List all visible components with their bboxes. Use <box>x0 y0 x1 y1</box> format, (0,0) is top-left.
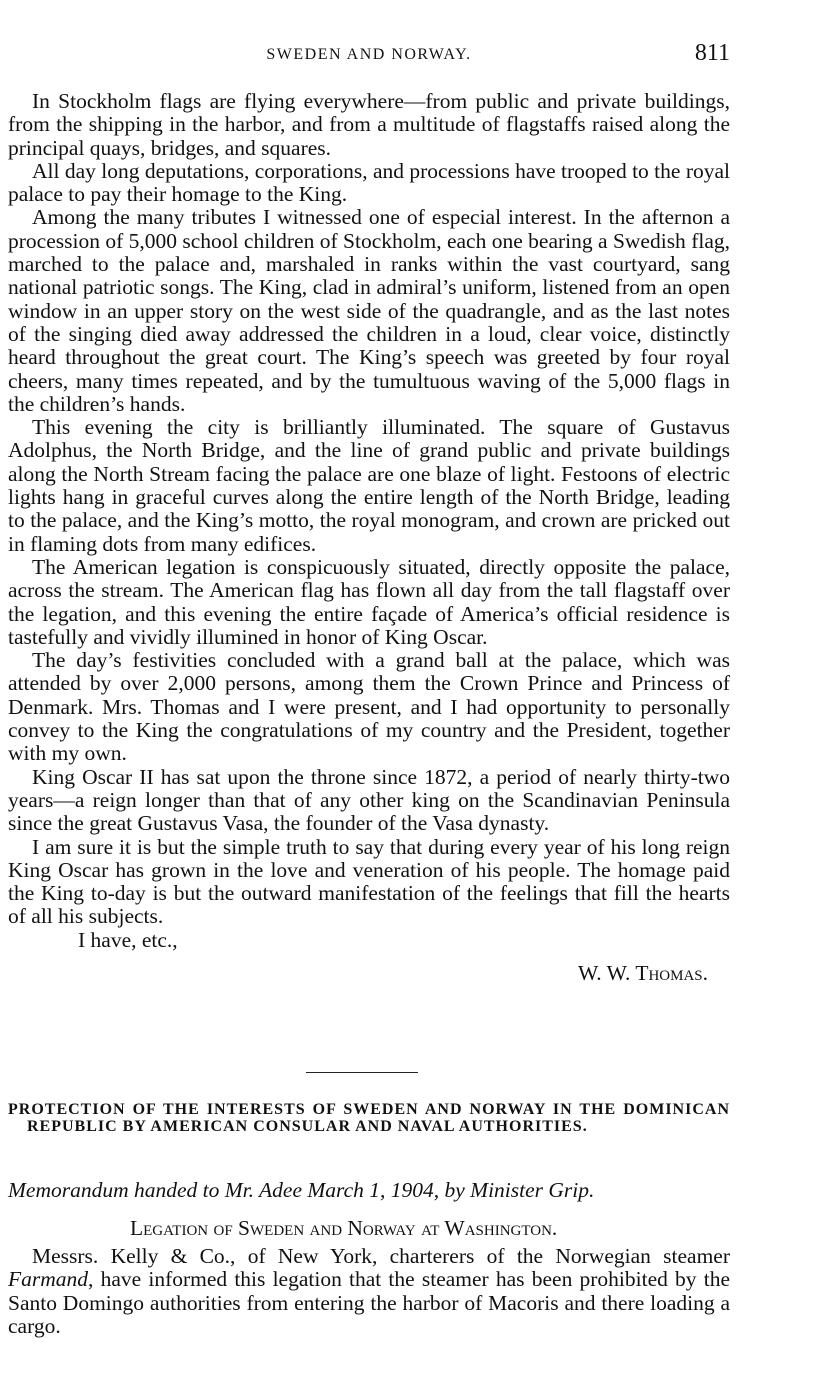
running-title: SWEDEN AND NORWAY. <box>266 46 472 63</box>
paragraph-illumination: This evening the city is brilliantly illuminated. The square of Gustavus Adolphus, the North Bridge, and the line of grand public and private buildings along the North Stream facing the palace are one blaze of light. Festoons of electric lights hang in graceful curves along the entire length of the North Bridge, leading to the palace, and the King’s motto, the royal monogram, and crown are pricked out in flaming dots from many edifices. <box>8 415 730 556</box>
paragraph-flags: In Stockholm flags are flying everywhere—from public and private buildings, from the shipping in the harbor, and from a multitude of flagstaffs raised along the principal quays, bridges, and squares. <box>8 89 730 160</box>
legation-heading: Legation of Sweden and Norway at Washington. <box>130 1216 558 1240</box>
paragraph-reign: King Oscar II has sat upon the throne since 1872, a period of nearly thirty-two years—a reign longer than that of any other king on the Scandinavian Peninsula since the great Gustavus Vasa, the founder of the Vasa dynasty. <box>8 764 730 836</box>
paragraph-legation: The American legation is conspicuously situated, directly opposite the palace, across the stream. The American flag has flown all day from the tall flagstaff over the legation, and this evening the entire façade of America’s official residence is tastefully and vividly illumined in honor of King Oscar. <box>8 554 730 649</box>
paragraph-procession: Among the many tributes I witnessed one of especial interest. In the afternon a procession of 5,000 school children of Stockholm, each one bearing a Swedish flag, marched to the palace and, marshaled in ranks within the vast courtyard, sang national patriotic songs. The King, clad in admiral’s uniform, listened from an open window in an upper story on the west side of the quadrangle, and as the last notes of the singing died away addressed the children in a loud, clear voice, distinctly heard throughout the great court. The King’s speech was greeted by four royal cheers, many times repeated, and by the tumultuous waving of the 5,000 flags in the children’s hands. <box>8 205 730 416</box>
memorandum-line: Memorandum handed to Mr. Adee March 1, 1904, by Minister Grip. <box>8 1178 595 1202</box>
paragraph-steamer <box>8 1245 730 1338</box>
paragraph-steamer-part2: , have informed this legation that the steamer has been prohibited by the Santo Domingo authorities from entering the harbor of Macoris and there loading a cargo. <box>8 1267 730 1338</box>
ship-name: Farmand <box>8 1267 89 1292</box>
page-number: 811 <box>694 40 730 66</box>
paragraph-deputations: All day long deputations, corporations, and processions have trooped to the royal palace to pay their homage to the King. <box>8 158 730 207</box>
memorandum-body <box>8 1245 730 1338</box>
paragraph-ball: The day’s festivities concluded with a grand ball at the palace, which was attended by over 2,000 persons, among them the Crown Prince and Princess of Denmark. Mrs. Thomas and I were present, and I had opportunity to personally convey to the King the congratulations of my country and the President, together with my own. <box>8 648 730 766</box>
running-head <box>8 40 730 70</box>
paragraph-homage: I am sure it is but the simple truth to say that during every year of his long reign King Oscar has grown in the love and veneration of his people. The homage paid the King to-day is but the outward manifestation of the feelings that fill the hearts of all his subjects. <box>8 834 730 929</box>
signature: W. W. Thomas. <box>577 960 708 985</box>
closing-line: I have, etc., <box>78 927 178 952</box>
paragraph-steamer-part1: Messrs. Kelly & Co., of New York, charterers of the Norwegian steamer <box>32 1244 730 1268</box>
section-divider <box>306 1072 418 1073</box>
section-heading: PROTECTION OF THE INTERESTS OF SWEDEN AND NORWAY IN THE DOMINICAN REPUBLIC BY AMERICAN CONSULAR AND NAVAL AUTHORITIES. <box>8 1101 730 1135</box>
letter-body <box>8 90 730 985</box>
